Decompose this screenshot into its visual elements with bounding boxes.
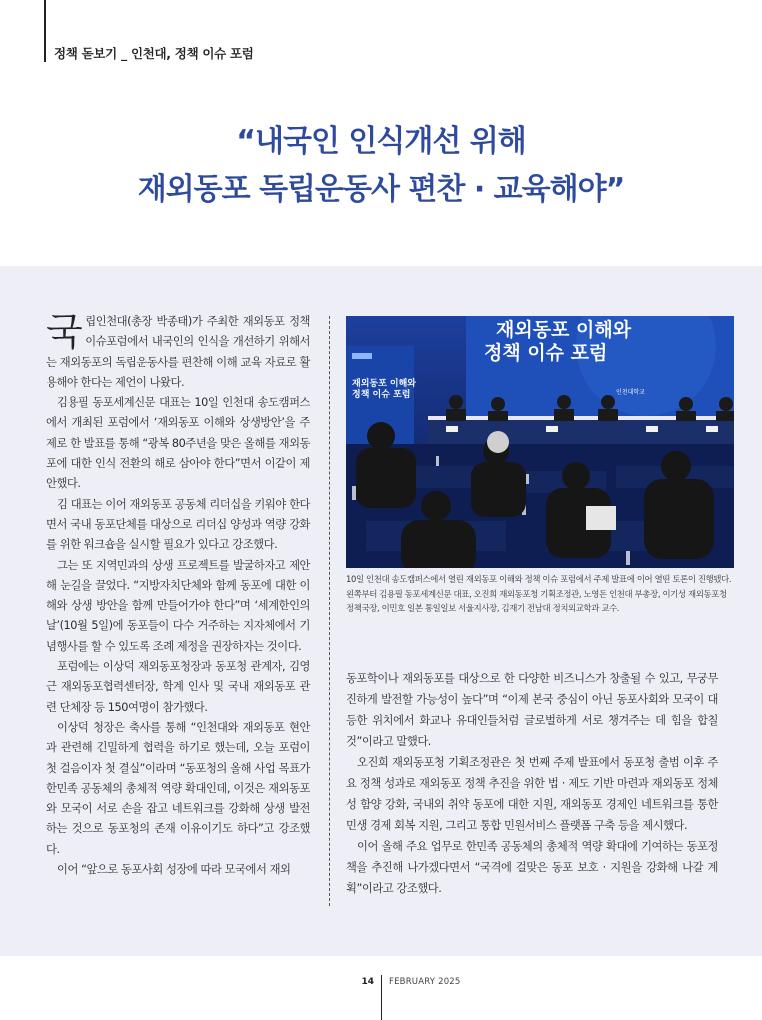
headline [0, 118, 762, 214]
photo-caption: 10일 인천대 송도캠퍼스에서 열린 재외동포 이해와 정책 이슈 포럼에서 주제 발표에 이어 열띤 토론이 진행됐다. 왼쪽부터 김용필 동포세계신문 대표, 오진희 재외동포청 기획조정관, 노영돈 인천대 부총장, 이기성 재외동포청 정책국장, 이민호 일본 통일일보 서울지사장, 김재기 전남대 정치외교학과 교수. [346, 574, 732, 613]
article-paragraph: 오진희 재외동포청 기획조정관은 첫 번째 주제 발표에서 동포청 출범 이후 주요 정책 성과로 재외동포 정책 추진을 위한 법 · 제도 기반 마련과 재외동포 정체성 함양 강화, 국내외 취약 동포에 대한 지원, 재외동포 경제인 네트워크를 통한 민생 경제 회복 지원, 그리고 통합 민원서비스 플랫폼 구축 등을 제시했다. [346, 756, 718, 832]
article-left-column [46, 312, 310, 880]
page-number: 14 [361, 977, 374, 987]
article-right-column [346, 668, 718, 899]
article-paragraph: 이상덕 청장은 축사를 통해 “인천대와 재외동포 현안과 관련해 긴밀하게 협력을 하기로 했는데, 오늘 포럼이 첫 걸음이자 첫 결실”이라며 “동포청의 올해 사업 목표가 한민족 공동체의 총체적 역량 확대인데, 이것은 재외동포와 모국이 서로 손을 잡고 네트워크를 강화해 상생 발전하는 것으로 동포청의 존재 이유이기도 하다”고 강조했다. [46, 720, 310, 856]
side-banner-line-1: 재외동포 이해와 [352, 379, 416, 389]
issue-label: FEBRUARY 2025 [389, 977, 461, 987]
banner-line-1: 재외동포 이해와 [496, 319, 632, 341]
page-footer [0, 975, 762, 1020]
headline-line-1: “내국인 인식개선 위해 [236, 124, 526, 159]
article-paragraph: 국립인천대(총장 박종태)가 주최한 재외동포 정책 이슈포럼에서 내국인의 인식을 개선하기 위해서는 재외동포의 독립운동사를 편찬해 이해 교육 자료로 활용해야 한다는 제언이 나왔다. [46, 310, 310, 389]
drop-cap: 국 [46, 310, 83, 354]
article-paragraph: 이어 올해 주요 업무로 한민족 공동체의 총체적 역량 확대에 기여하는 동포정책을 추진해 나가겠다면서 “국격에 걸맞은 동포 보호 · 지원을 강화해 나갈 계획”이라고 강조했다. [346, 840, 718, 895]
top-rule [44, 0, 46, 62]
section-label: 정책 돋보기 _ 인천대, 정책 이슈 포럼 [54, 46, 254, 61]
article-paragraph: 이어 “앞으로 동포사회 성장에 따라 모국에서 재외 [57, 863, 291, 877]
forum-photo [346, 316, 734, 568]
article-paragraph: 포럼에는 이상덕 재외동포청장과 동포청 관계자, 김영근 재외동포협력센터장, 학계 인사 및 국내 재외동포 관련 단체장 등 150여명이 참가했다. [46, 660, 310, 714]
headline-line-2: 재외동포 독립운동사 편찬 · 교육해야” [137, 172, 625, 207]
column-divider [329, 316, 330, 906]
forum-photo-illustration [346, 316, 734, 568]
university-label: 인천대학교 [616, 389, 645, 396]
side-banner-line-2: 정책 이슈 포럼 [352, 390, 411, 400]
article-paragraph: 그는 또 지역민과의 상생 프로젝트를 발굴하자고 제안해 눈길을 끌었다. “지방자치단체와 함께 동포에 대한 이해와 상생 방안을 함께 만들어가야 한다”며 ‘세계한인의 날’(10월 5일)에 동포들이 다수 거주하는 지자체에서 기념행사를 할 수 있도록 조례 제정을 권장하자는 것이다. [46, 558, 310, 653]
article-paragraph: 김용필 동포세계신문 대표는 10일 인천대 송도캠퍼스에서 개최된 포럼에서 ‘재외동포 이해와 상생방안’을 주제로 한 발표를 통해 “광복 80주년을 맞은 올해를 재외동포에 대한 인식 전환의 해로 삼아야 한다”면서 이같이 제안했다. [46, 396, 310, 491]
footer-rule [381, 975, 382, 1020]
article-paragraph: 김 대표는 이어 재외동포 공동체 리더십을 키워야 한다면서 국내 동포단체를 대상으로 리더십 양성과 역량 강화를 위한 워크숍을 실시할 필요가 있다고 강조했다. [46, 497, 310, 552]
hat [487, 431, 509, 453]
banner-line-2: 정책 이슈 포럼 [484, 342, 608, 364]
article-paragraph: 동포학이나 재외동포를 대상으로 한 다양한 비즈니스가 창출될 수 있고, 무궁무진하게 발전할 가능성이 높다”며 “이제 본국 중심이 아닌 동포사회와 모국이 대등한 위치에서 화교나 유대인들처럼 글로벌하게 서로 챙겨주는 데 힘을 합칠 것”이라고 말했다. [346, 672, 718, 748]
